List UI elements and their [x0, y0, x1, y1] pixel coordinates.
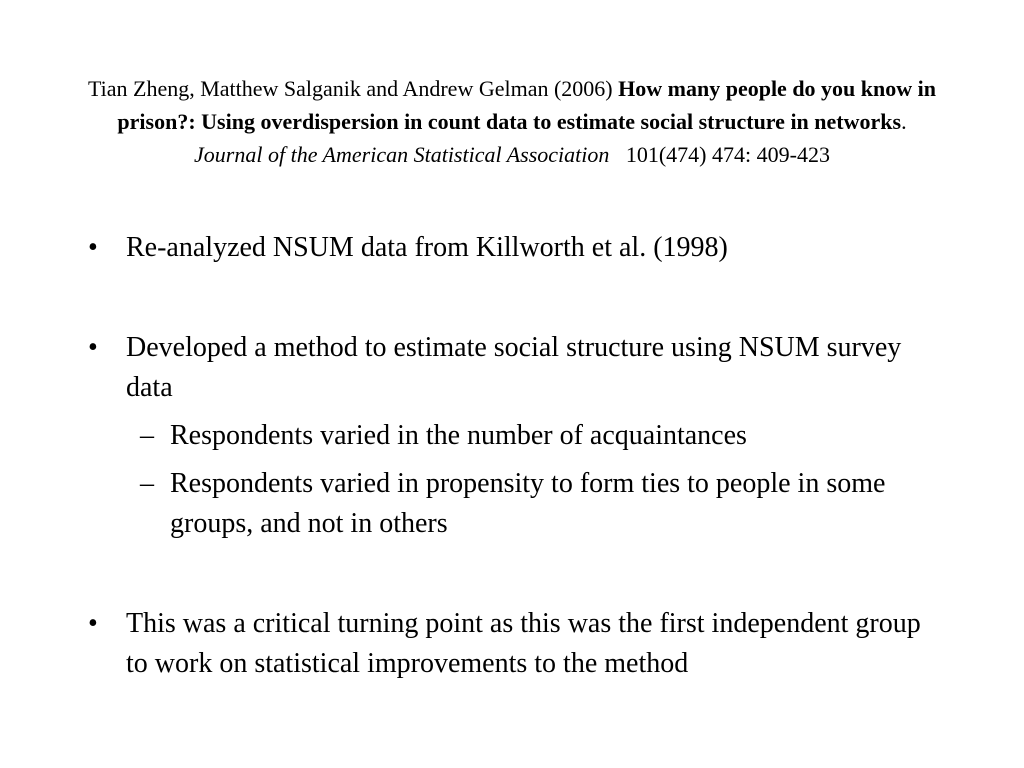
citation-volume: 101(474)	[625, 142, 707, 167]
citation-journal: Journal of the American Statistical Association	[194, 142, 610, 167]
sub-text-1: Respondents varied in the number of acquaintances	[170, 420, 747, 451]
bullet-list	[88, 228, 948, 684]
bullet-text-2: Developed a method to estimate social structure using NSUM survey data	[126, 332, 902, 403]
bullet-icon: •	[88, 332, 98, 363]
bullet-item-3	[88, 604, 948, 684]
bullet-text-3: This was a critical turning point as this was the first independent group to work on statistical improvements to the method	[126, 608, 921, 679]
citation-pages: 474: 409-423	[712, 142, 830, 167]
bullet-icon: •	[88, 232, 98, 263]
sub-item-2	[88, 464, 948, 544]
citation-title	[82, 72, 942, 171]
dash-icon: –	[140, 420, 154, 451]
dash-icon: –	[140, 468, 154, 499]
citation-period: .	[901, 109, 907, 134]
bullet-icon: •	[88, 608, 98, 639]
sub-item-1	[88, 416, 948, 456]
sub-text-2: Respondents varied in propensity to form ties to people in some groups, and not in others	[170, 468, 886, 539]
citation-authors: Tian Zheng, Matthew Salganik and Andrew Gelman (2006)	[87, 76, 613, 101]
bullet-item-1	[88, 228, 948, 268]
bullet-text-1: Re-analyzed NSUM data from Killworth et al. (1998)	[126, 232, 728, 263]
citation-paper-title: How many people do you know in prison?: Using overdispersion in count data to estimate social structure in networks	[117, 76, 936, 134]
bullet-item-2	[88, 328, 948, 408]
